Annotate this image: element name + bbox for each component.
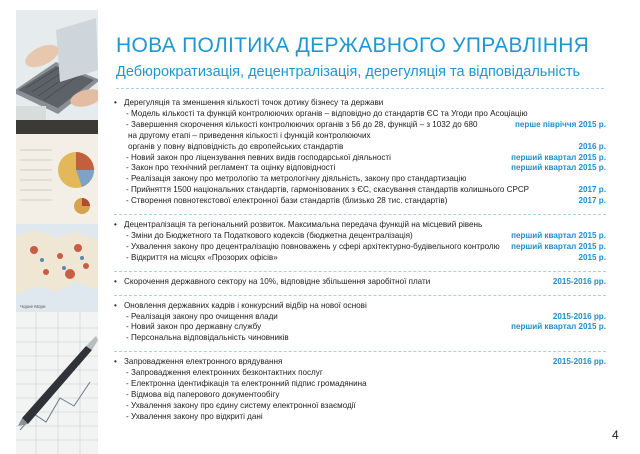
item-text: • Запровадження електронного врядування <box>114 357 547 368</box>
item-deadline: перший квартал 2015 р. <box>511 163 606 173</box>
section-2 <box>114 220 606 264</box>
section-divider <box>114 351 606 352</box>
page-number: 4 <box>612 428 619 442</box>
sub-item <box>114 412 606 423</box>
sub-item <box>114 131 606 142</box>
section-4 <box>114 301 606 345</box>
sub-item <box>114 322 606 333</box>
item-text: - Реалізація закону про метрологію та метрологічну діяльність, закону про стандартизацію <box>126 174 467 184</box>
item-text: - Закон про технічний регламент та оцінку відповідності <box>126 163 336 173</box>
item-text: - Реалізація закону про очищення влади <box>126 311 278 321</box>
section-3 <box>114 277 606 288</box>
bullet-item <box>114 301 606 312</box>
sub-item <box>114 120 606 131</box>
item-deadline: 2017 р. <box>578 196 606 206</box>
sub-item <box>114 185 606 196</box>
bullet-item <box>114 277 606 288</box>
page-title: НОВА ПОЛІТИКА ДЕРЖАВНОГО УПРАВЛІННЯ <box>116 34 590 57</box>
item-text: - Модель кількості та функцій контролюючих органів – відповідно до стандартів ЄС та Угоди про Асоціацію <box>126 108 528 118</box>
sub-item <box>114 109 606 120</box>
section-divider <box>114 295 606 296</box>
header-divider <box>116 88 604 89</box>
item-deadline: 2015-2016 рр. <box>552 276 606 286</box>
item-deadline: 2015-2016 рр. <box>552 357 606 367</box>
item-text: - Ухвалення закону про відкриті дані <box>126 411 263 421</box>
item-text: - Створення повнотекстової електронної бази стандартів (близько 28 тис. стандартів) <box>126 196 448 206</box>
section-1 <box>114 98 606 207</box>
item-deadline: 2015 р. <box>578 252 606 262</box>
item-text: • Дерегуляція та зменшення кількості точок дотику бізнесу та держави <box>114 98 606 109</box>
item-text: - Персональна відповідальність чиновників <box>126 333 289 343</box>
item-deadline: 2015-2016 рр. <box>552 311 606 321</box>
item-deadline: перше півріччя 2015 р. <box>515 119 606 129</box>
item-text: - Відкриття на місцях «Прозорих офісів» <box>126 252 278 262</box>
bullet-item <box>114 357 606 368</box>
sub-item <box>114 312 606 323</box>
sub-item <box>114 174 606 185</box>
item-deadline: перший квартал 2015 р. <box>511 241 606 251</box>
section-5 <box>114 357 606 422</box>
map-sea-label: Чорне Море <box>20 304 46 309</box>
item-text: - Зміни до Бюджетного та Податкового кодексів (бюджетна децентралізація) <box>126 230 413 240</box>
item-text: органів у повну відповідність до європейських стандартів <box>128 141 344 151</box>
item-text: - Електронна ідентифікація та електронний підпис громадянина <box>126 379 367 389</box>
item-deadline: 2016 р. <box>578 141 606 151</box>
item-deadline: перший квартал 2015 р. <box>511 152 606 162</box>
item-text: - Ухвалення закону про децентралізацію повноважень у сфері архітектурно-будівельного контролю <box>126 241 500 251</box>
item-text: на другому етапі – приведення кількості і функцій контролюючих <box>128 130 371 140</box>
item-text: - Завершення скорочення кількості контролюючих органів з 56 до 28, функцій – з 1032 до 680 <box>126 119 478 129</box>
sub-item <box>114 142 606 153</box>
sub-item <box>114 333 606 344</box>
item-text: - Ухвалення закону про єдину систему електронної взаємодії <box>126 400 356 410</box>
item-text: - Новий закон про державну службу <box>126 322 262 332</box>
sub-item <box>114 163 606 174</box>
item-deadline: перший квартал 2015 р. <box>511 230 606 240</box>
sub-item <box>114 379 606 390</box>
collage-illustration <box>16 10 98 454</box>
bullet-item <box>114 98 606 109</box>
page-subtitle: Дебюрократизація, децентралізація, дерегуляція та відповідальність <box>116 64 581 80</box>
item-text: - Відмова від паперового документообігу <box>126 389 280 399</box>
item-deadline: 2017 р. <box>578 185 606 195</box>
section-divider <box>114 271 606 272</box>
item-text: - Запровадження електронних безконтактних послуг <box>126 368 323 378</box>
sub-item <box>114 401 606 412</box>
sub-item <box>114 368 606 379</box>
item-text: - Прийняття 1500 національних стандартів, гармонізованих з ЄС, скасування стандартів колишнього СРСР <box>126 185 530 195</box>
sub-item <box>114 242 606 253</box>
item-text: • Скорочення державного сектору на 10%, відповідне збільшення заробітної плати <box>114 277 547 288</box>
sub-item <box>114 390 606 401</box>
sub-item <box>114 253 606 264</box>
sub-item <box>114 153 606 164</box>
content-list <box>114 98 606 430</box>
item-deadline: перший квартал 2015 р. <box>511 322 606 332</box>
sub-item <box>114 196 606 207</box>
bullet-item <box>114 220 606 231</box>
item-text: • Оновлення державних кадрів і конкурсний відбір на нової основі <box>114 301 606 312</box>
section-divider <box>114 214 606 215</box>
sub-item <box>114 231 606 242</box>
collage-photo <box>16 10 98 454</box>
item-text: - Новий закон про ліцензування певних видів господарської діяльності <box>126 152 391 162</box>
item-text: • Децентралізація та регіональний розвиток. Максимальна передача функцій на місцевий рівень <box>114 220 606 231</box>
